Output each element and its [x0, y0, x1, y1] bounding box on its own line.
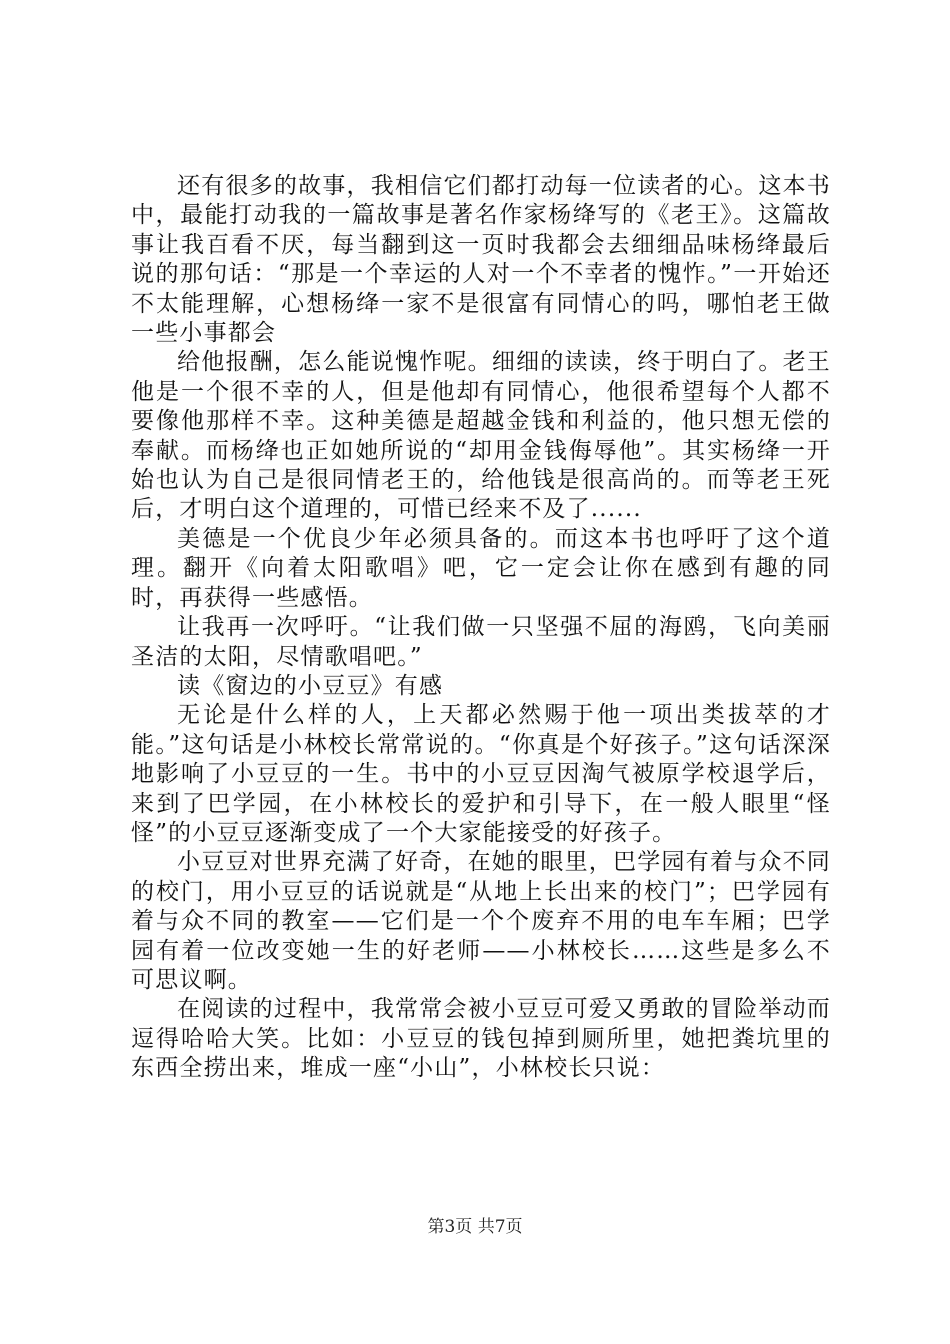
paragraph: 小豆豆对世界充满了好奇，在她的眼里，巴学园有着与众不同的校门，用小豆豆的话说就是“从地上长出来的校门”；巴学园有着与众不同的教室——它们是一个个废弃不用的电车车厢；巴学园有着一位改变她一生的好老师——小林校长……这些是多么不可思议啊。 [131, 849, 831, 993]
document-body [131, 172, 831, 1084]
paragraph: 无论是什么样的人，上天都必然赐于他一项出类拔萃的才能。”这句话是小林校长常常说的。“你真是个好孩子。”这句话深深地影响了小豆豆的一生。书中的小豆豆因淘气被原学校退学后，来到了巴学园，在小林校长的爱护和引导下，在一般人眼里“怪怪”的小豆豆逐渐变成了一个大家能接受的好孩子。 [131, 702, 831, 846]
section-heading: 读《窗边的小豆豆》有感 [177, 672, 444, 699]
paragraph: 在阅读的过程中，我常常会被小豆豆可爱又勇敢的冒险举动而逗得哈哈大笑。比如：小豆豆的钱包掉到厕所里，她把粪坑里的东西全捞出来，堆成一座“小山”，小林校长只说： [131, 996, 831, 1082]
paragraph: 美德是一个优良少年必须具备的。而这本书也呼吁了这个道理。翻开《向着太阳歌唱》吧，它一定会让你在感到有趣的同时，再获得一些感悟。 [131, 525, 831, 611]
paragraph: 还有很多的故事，我相信它们都打动每一位读者的心。这本书中，最能打动我的一篇故事是著名作家杨绛写的《老王》。这篇故事让我百看不厌，每当翻到这一页时我都会去细细品味杨绛最后说的那句话：“那是一个幸运的人对一个不幸者的愧怍。”一开始还不太能理解，心想杨绛一家不是很富有同情心的吗，哪怕老王做一些小事都会 [131, 173, 831, 347]
paragraph: 给他报酬，怎么能说愧怍呢。细细的读读，终于明白了。老王他是一个很不幸的人，但是他却有同情心，他很希望每个人都不要像他那样不幸。这种美德是超越金钱和利益的，他只想无偿的奉献。而杨绛也正如她所说的“却用金钱侮辱他”。其实杨绛一开始也认为自己是很同情老王的，给他钱是很高尚的。而等老王死后，才明白这个道理的，可惜已经来不及了...... [131, 349, 831, 523]
page-number-footer: 第3页 共7页 [427, 1217, 523, 1237]
paragraph: 让我再一次呼吁。“让我们做一只坚强不屈的海鸥，飞向美丽圣洁的太阳，尽情歌唱吧。” [131, 614, 831, 670]
